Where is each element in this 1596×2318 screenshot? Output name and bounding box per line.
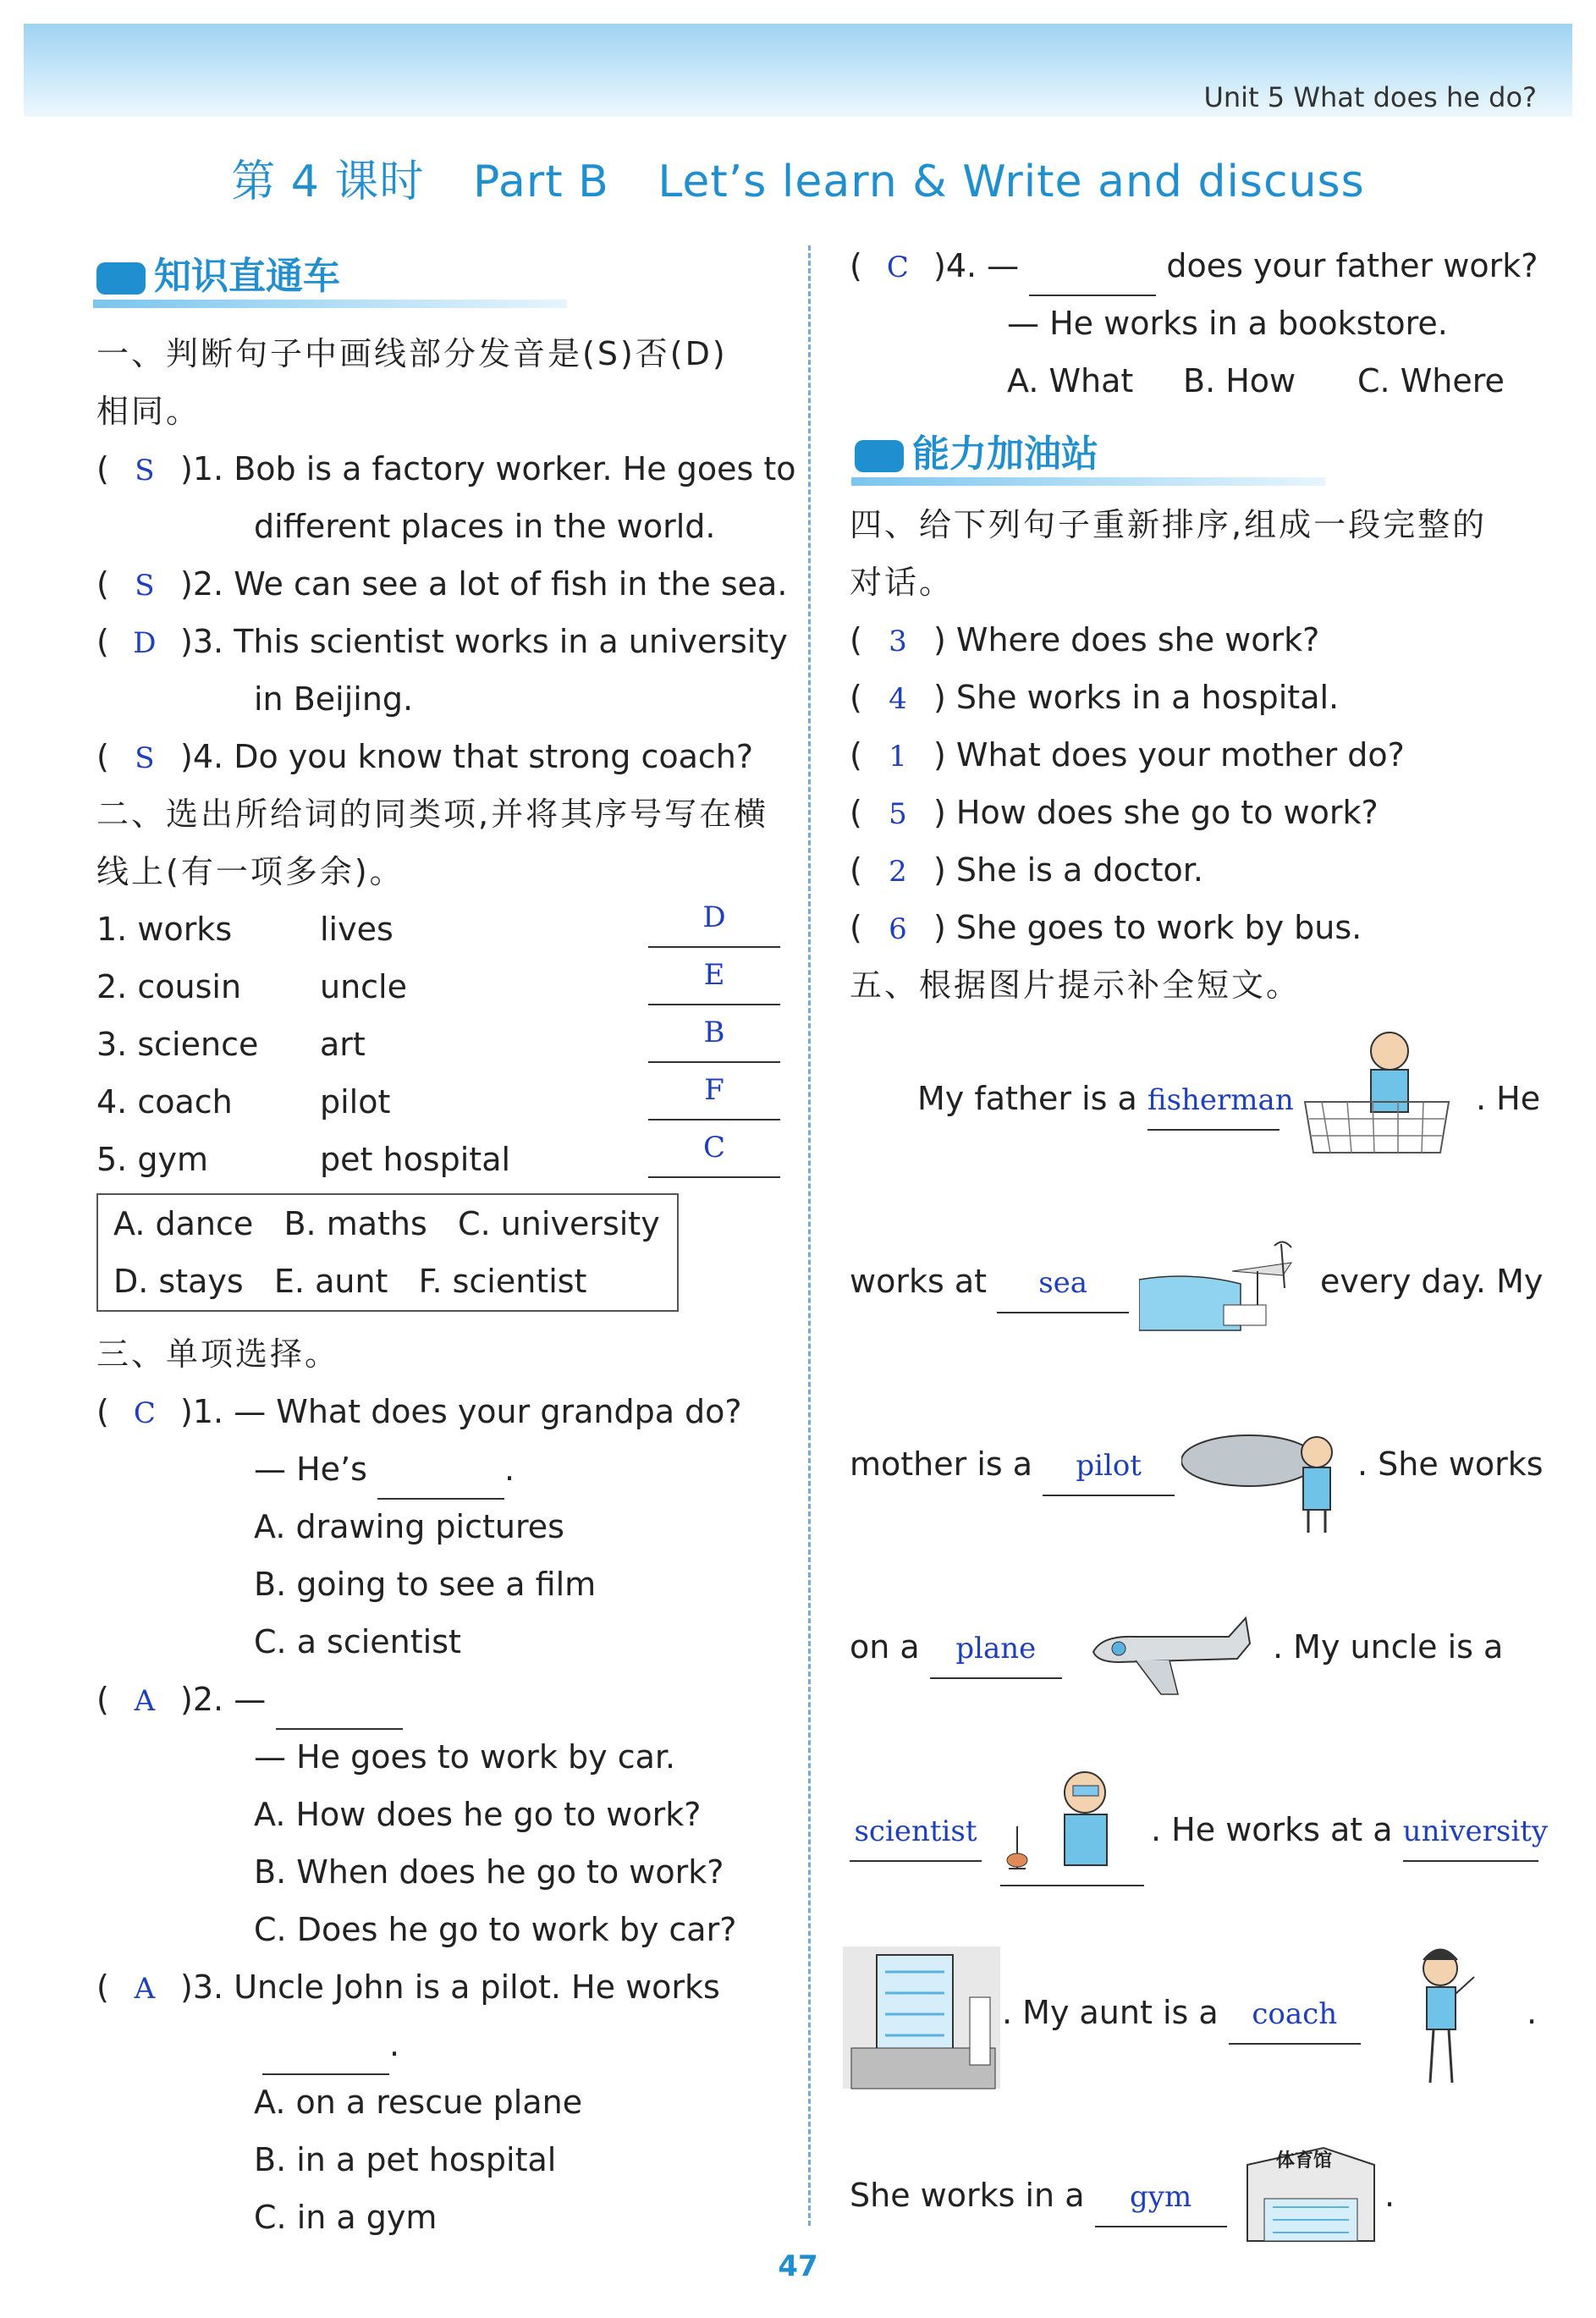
q5-line-3: mother is a pilot <box>850 1435 1175 1496</box>
q5-line-7-end: . <box>1384 2177 1395 2214</box>
q2-item-4-b: pilot <box>320 1083 391 1120</box>
q5-line-3-end: . She works <box>1357 1445 1544 1483</box>
q3-item-2-opt-b: B. When does he go to work? <box>254 1853 724 1891</box>
q3-item-1-opt-a: A. drawing pictures <box>254 1508 564 1545</box>
q2-item-5-b: pet hospital <box>320 1141 511 1178</box>
q2-answer-5: C <box>648 1117 780 1178</box>
coach-picture <box>1390 1943 1500 2095</box>
q3-item-2: ( A )2. — <box>96 1671 403 1730</box>
fisherman-picture <box>1296 1026 1457 1161</box>
q5-line-6: . My aunt is a coach <box>1002 1984 1361 2045</box>
q2-heading: 二、选出所给词的同类项,并将其序号写在横 <box>96 796 769 833</box>
q3-item-4-opt-c: C. Where <box>1357 362 1505 399</box>
q2-item-3-b: art <box>320 1026 366 1063</box>
q5-line-5: scientist <box>850 1801 982 1862</box>
q2-answer-1: D <box>648 887 780 948</box>
q5-line-4-end: . My uncle is a <box>1273 1628 1504 1666</box>
q2-answer-2: E <box>648 944 780 1005</box>
q2-answer-4: F <box>648 1060 780 1120</box>
q3-item-1-opt-b: B. going to see a film <box>254 1566 597 1603</box>
q3-item-3-opt-b: B. in a pet hospital <box>254 2141 557 2178</box>
q2-answer-3: B <box>648 1002 780 1063</box>
scientist-picture <box>992 1767 1153 1894</box>
q5-line-6-end: . <box>1527 1994 1538 2031</box>
q3-item-1-opt-c: C. a scientist <box>254 1623 461 1660</box>
q4-item-3: ( 1 ) What does your mother do? <box>850 736 1405 774</box>
q4-heading: 四、给下列句子重新排序,组成一段完整的 <box>850 506 1488 543</box>
q5-line-1: My father is a fisherman <box>917 1070 1280 1131</box>
pilot-picture <box>1181 1418 1351 1537</box>
university-building-picture <box>843 1946 1004 2090</box>
q3-item-4: ( C )4. — does your father work? <box>850 237 1538 296</box>
q3-item-2-opt-a: A. How does he go to work? <box>254 1796 702 1833</box>
q2-item-4: 4. coach <box>96 1083 233 1120</box>
q5-line-2-end: every day. My <box>1320 1263 1544 1300</box>
lesson-part: Part B <box>472 157 609 207</box>
lesson-topic: Let’s learn & Write and discuss <box>658 157 1365 207</box>
q2-item-1: 1. works <box>96 911 233 948</box>
q2-options-box <box>96 1193 679 1312</box>
q3-item-3: ( A )3. Uncle John is a pilot. He works <box>96 1968 720 2006</box>
section-knowledge: 知识直通车 <box>96 245 340 300</box>
q4-item-6: ( 6 ) She goes to work by bus. <box>850 909 1362 946</box>
q3-item-1: ( C )1. — What does your grandpa do? <box>96 1393 742 1430</box>
lesson-title <box>0 146 1596 209</box>
q4-item-4: ( 5 ) How does she go to work? <box>850 794 1379 831</box>
q4-item-2: ( 4 ) She works in a hospital. <box>850 679 1340 716</box>
q3-item-4-line2: — He works in a bookstore. <box>1007 305 1448 342</box>
bus-icon <box>96 262 146 295</box>
plane-picture <box>1085 1610 1254 1703</box>
q4-item-1: ( 3 ) Where does she work? <box>850 621 1320 658</box>
q5-line-7: She works in a gym <box>850 2167 1227 2227</box>
q5-line-4: on a plane <box>850 1618 1062 1679</box>
q1-item-1: ( S )1. Bob is a factory worker. He goes to <box>96 450 796 487</box>
gym-building-picture <box>1222 2139 1383 2249</box>
q2-options-row-1: A. dance B. maths C. university <box>113 1205 660 1242</box>
q3-item-4-opt-b: B. How <box>1183 362 1296 399</box>
q5-line-1-end: . He <box>1476 1080 1541 1117</box>
page-number: 47 <box>778 2249 818 2283</box>
q3-item-4-opt-a: A. What <box>1007 362 1134 399</box>
q2-item-5: 5. gym <box>96 1141 208 1178</box>
q1-item-4: ( S )4. Do you know that strong coach? <box>96 738 754 775</box>
q3-item-2-line2: — He goes to work by car. <box>254 1738 676 1776</box>
section-ability: 能力加油站 <box>855 423 1098 477</box>
q1-item-2: ( S )2. We can see a lot of fish in the sea. <box>96 565 788 603</box>
q5-line-2: works at sea <box>850 1253 1129 1313</box>
q3-item-3-opt-a: A. on a rescue plane <box>254 2084 583 2121</box>
q5-line-5-end: . He works at a university <box>1151 1801 1538 1862</box>
q1-item-1-cont: different places in the world. <box>254 508 716 545</box>
q3-item-2-opt-c: C. Does he go to work by car? <box>254 1911 737 1948</box>
q3-item-1-line2: — He’s . <box>254 1440 515 1500</box>
q1-heading-2: 相同。 <box>96 393 201 430</box>
q3-item-3-blank: . <box>262 2016 399 2075</box>
q1-heading: 一、判断句子中画线部分发音是(S)否(D) <box>96 335 728 372</box>
q1-item-3: ( D )3. This scientist works in a university <box>96 623 788 660</box>
sea-beach-picture <box>1139 1237 1308 1347</box>
q4-item-5: ( 2 ) She is a doctor. <box>850 851 1203 889</box>
computer-icon <box>855 440 904 472</box>
q2-item-2: 2. cousin <box>96 968 242 1005</box>
q4-heading-2: 对话。 <box>850 564 955 601</box>
q2-heading-2: 线上(有一项多余)。 <box>96 853 405 890</box>
unit-title: Unit 5 What does he do? <box>1203 81 1537 113</box>
q2-item-2-b: uncle <box>320 968 407 1005</box>
q3-heading: 三、单项选择。 <box>96 1335 340 1373</box>
column-divider <box>808 245 811 2226</box>
lesson-number: 第 4 课时 <box>231 157 425 207</box>
q2-item-1-b: lives <box>320 911 393 948</box>
q5-heading: 五、根据图片提示补全短文。 <box>850 966 1302 1004</box>
q3-item-3-opt-c: C. in a gym <box>254 2199 438 2236</box>
gym-sign-text: 体育馆 <box>1276 2150 1333 2172</box>
q1-item-3-cont: in Beijing. <box>254 680 414 718</box>
q2-options-row-2: D. stays E. aunt F. scientist <box>113 1263 587 1300</box>
q2-item-3: 3. science <box>96 1026 259 1063</box>
